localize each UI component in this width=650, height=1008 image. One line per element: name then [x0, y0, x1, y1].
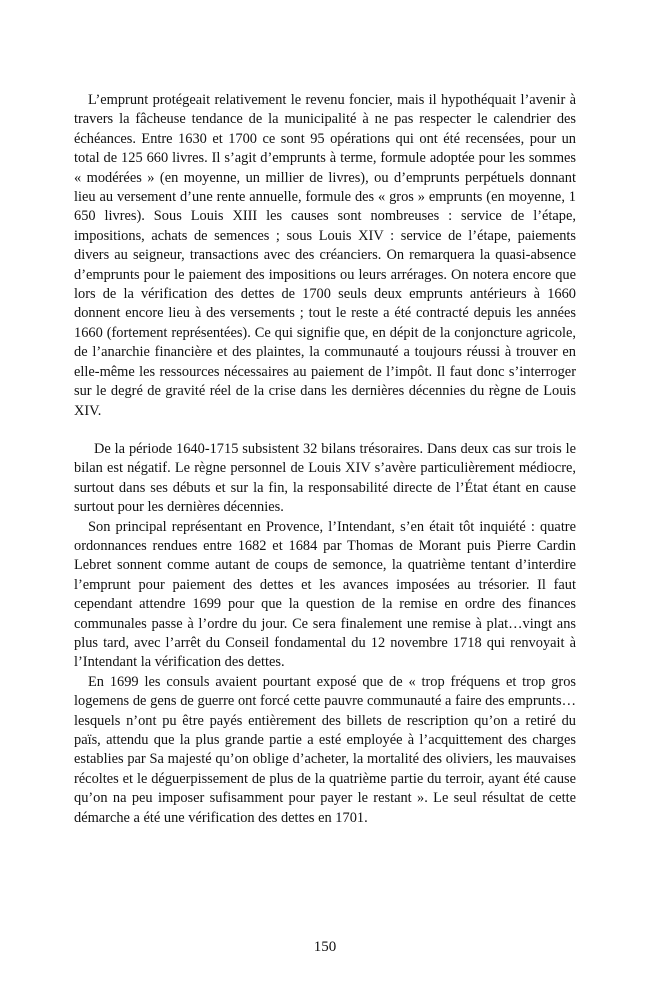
- page-number: 150: [313, 939, 337, 955]
- paragraph-4: En 1699 les consuls avaient pourtant exposé que de « trop fréquens et trop gros logemens de gens de guerre ont forcé cette pauvre communauté a faire des emprunts…lesquels n’ont pu être payés entièrement des billets de rescription qu’on a retiré du païs, attendu que la plus grande partie a esté employée à l’acquittement des charges establies par Sa majesté qu’on oblige d’acheter, la mortalité des oliviers, les mauvaises récoltes et le déguerpissement de plus de la quatrième partie du terroir, ayant été cause qu’on na peu imposer sufisamment pour payer le restant ». Le seul résultat de cette démarche a été une vérification des dettes en 1701.: [74, 673, 576, 826]
- paragraph-1: L’emprunt protégeait relativement le revenu foncier, mais il hypothéquait l’avenir à travers la fâcheuse tendance de la municipalité à ne pas respecter le calendrier des échéances. Entre 1630 et 1700 ce sont 95 opérations qui ont été recensées, pour un total de 125 660 livres. Il s’agit d’emprunts à terme, formule adoptée pour les sommes « modérées » (en moyenne, un millier de livres), ou d’emprunts perpétuels donnant lieu au versement d’une rente annuelle, formule des « gros » emprunts (en moyenne, 1 650 livres). Sous Louis XIII les causes sont nombreuses : service de l’étape, impositions, achats de semences ; sous Louis XIV : service de l’étape, paiements divers au seigneur, transactions avec des créanciers. On remarquera la quasi-absence d’emprunts pour le paiement des impositions ou leurs arrérages. On notera encore que lors de la vérification des dettes de 1700 seuls deux emprunts antérieurs à 1660 donnent encore lieu à des versements ; tout le reste a été contracté depuis les années 1660 (fortement représentées). Ce qui signifie que, en dépit de la conjoncture agricole, de l’anarchie financière et des plaintes, la communauté a toujours réussi à trouver en elle-même les ressources nécessaires au paiement de l’impôt. Il faut donc s’interroger sur le degré de gravité réel de la crise dans les dernières décennies du règne de Louis XIV.: [74, 92, 576, 419]
- page-body: [74, 91, 576, 828]
- paragraph-3: Son principal représentant en Provence, l’Intendant, s’en était tôt inquiété : quatre ordonnances rendues entre 1682 et 1684 par Thomas de Morant puis Pierre Cardin Lebret sonnent comme autant de coups de semonce, la quatrième tentant d’interdire l’emprunt pour paiement des dettes et les avances imposées au trésorier. Il faut cependant attendre 1699 pour que la question de la remise en ordre des finances communales passe à l’ordre du jour. Ce sera finalement une remise à plat…vingt ans plus tard, avec l’arrêt du Conseil fondamental du 12 novembre 1718 qui renvoyait à l’Intendant la vérification des dettes.: [74, 518, 576, 671]
- paragraph-2: De la période 1640-1715 subsistent 32 bilans trésoraires. Dans deux cas sur trois le bilan est négatif. Le règne personnel de Louis XIV s’avère particulièrement médiocre, surtout dans ses débuts et sur la fin, la responsabilité directe de l’État étant en cause surtout pour les dernières décennies.: [74, 440, 576, 516]
